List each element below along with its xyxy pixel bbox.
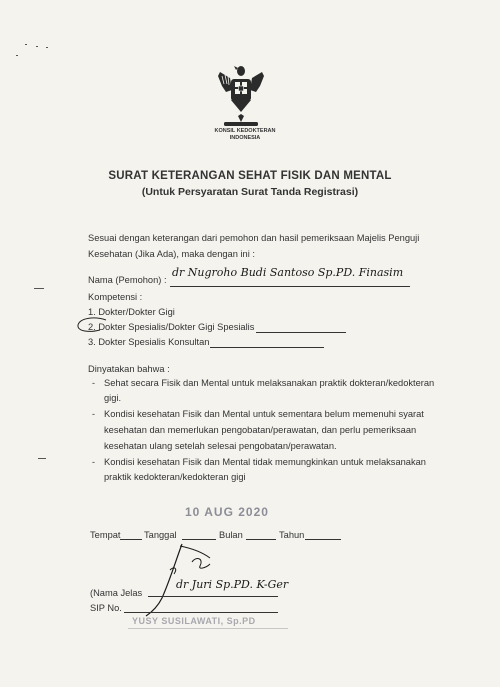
scan-speck bbox=[16, 55, 18, 56]
bullet-mark: - bbox=[92, 409, 95, 419]
sip-label: SIP No. bbox=[90, 603, 122, 613]
declared-item-3-line-1: Kondisi kesehatan Fisik dan Mental tidak memungkinkan untuk melaksanakan bbox=[104, 457, 426, 467]
signer-name-label: (Nama Jelas bbox=[90, 588, 143, 598]
place-underline bbox=[120, 539, 142, 540]
competence-label: Kompetensi : bbox=[88, 292, 143, 302]
declared-item-3-line-2: praktik kedokteran/kedokteran gigi bbox=[104, 472, 246, 482]
bullet-mark: - bbox=[92, 378, 95, 388]
competence-item-3: 3. Dokter Spesialis Konsultan bbox=[88, 337, 210, 347]
organization-line-1: KONSIL KEDOKTERAN bbox=[214, 128, 276, 134]
organization-line-2: INDONESIA bbox=[229, 135, 261, 141]
physician-stamp: YUSY SUSILAWATI, Sp.PD bbox=[132, 616, 256, 626]
date-label: Tanggal bbox=[144, 530, 177, 540]
applicant-handwritten-name: dr Nugroho Budi Santoso Sp.PD. Finasim bbox=[172, 266, 404, 279]
handwritten-circle-mark bbox=[76, 316, 112, 334]
intro-line-2: Kesehatan (Jika Ada), maka dengan ini : bbox=[88, 249, 255, 259]
declared-item-1-line-2: gigi. bbox=[104, 393, 122, 403]
physician-stamp-line bbox=[128, 628, 288, 639]
date-stamp: 10 AUG 2020 bbox=[185, 505, 269, 519]
scan-speck bbox=[36, 46, 38, 47]
scan-speck bbox=[25, 44, 27, 45]
year-underline bbox=[305, 539, 341, 540]
document-subtitle: (Untuk Persyaratan Surat Tanda Registrasi) bbox=[141, 186, 359, 198]
document-title: SURAT KETERANGAN SEHAT FISIK DAN MENTAL bbox=[108, 170, 392, 182]
declared-item-2-line-2: kesehatan dan memerlukan pengobatan/perawatan, dan perlu pemeriksaan bbox=[104, 425, 417, 435]
competence-item-1: 1. Dokter/Dokter Gigi bbox=[88, 307, 175, 317]
competence-item-2-underline bbox=[256, 332, 346, 333]
organization-name bbox=[200, 128, 290, 142]
declared-item-1-line-1: Sehat secara Fisik dan Mental untuk melaksanakan praktik dokteran/kedokteran bbox=[104, 378, 435, 388]
place-label: Tempat bbox=[90, 530, 121, 540]
competence-item-3-underline bbox=[210, 347, 324, 348]
declared-item-2-line-1: Kondisi kesehatan Fisik dan Mental untuk sementara belum memenuhi syarat bbox=[104, 409, 424, 419]
scan-speck bbox=[46, 47, 48, 48]
applicant-label: Nama (Pemohon) : bbox=[88, 275, 167, 285]
declared-item-2-line-3: kesehatan ulang setelah selesai pengobatan/perawatan. bbox=[104, 441, 337, 451]
signer-handwritten-name: dr Juri Sp.PD. K-Ger bbox=[176, 578, 289, 591]
year-label: Tahun bbox=[279, 530, 305, 540]
scan-speck bbox=[34, 288, 44, 289]
declared-label: Dinyatakan bahwa : bbox=[88, 364, 170, 374]
month-label: Bulan bbox=[219, 530, 243, 540]
sip-underline bbox=[124, 612, 278, 613]
signer-name-underline bbox=[148, 596, 278, 597]
month-underline bbox=[246, 539, 276, 540]
scan-speck bbox=[38, 458, 46, 459]
intro-line-1: Sesuai dengan keterangan dari pemohon dan hasil pemeriksaan Majelis Penguji bbox=[88, 233, 420, 243]
competence-item-2: 2. Dokter Spesialis/Dokter Gigi Spesialis bbox=[88, 322, 255, 332]
applicant-underline bbox=[170, 286, 410, 287]
garuda-emblem-icon bbox=[216, 62, 266, 132]
bullet-mark: - bbox=[92, 457, 95, 467]
